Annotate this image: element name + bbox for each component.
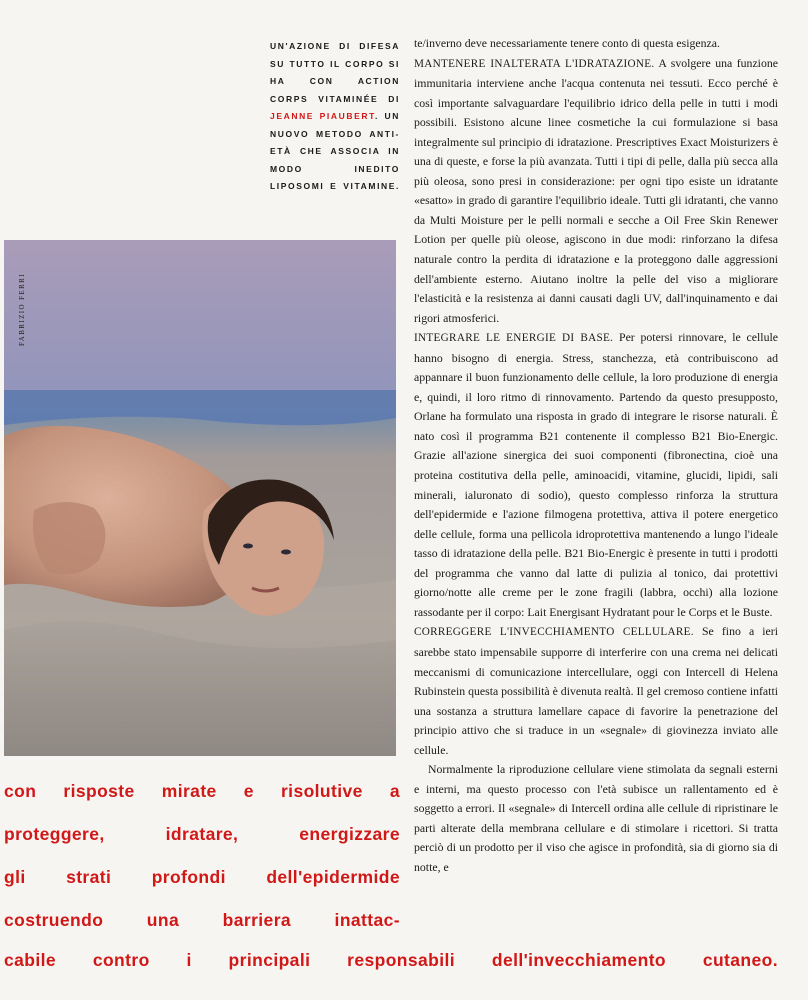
pull-quote	[4, 776, 400, 948]
intro-text-end: . UN NUOVO METODO ANTI-ETÀ CHE ASSOCIA IN MODO INEDITO LIPOSOMI E VITAMINE.	[270, 111, 400, 191]
pull-quote-line: gli strati profondi dell'epidermide	[4, 867, 400, 887]
paragraph-3-text: Per potersi rinnovare, le cellule hanno bisogno di energia. Stress, stanchezza, età contribuiscono ad appannare il buon funzionamento delle cellule, la loro produzione di energia e, quindi, il loro ritmo di rinnovamento. Partendo da questo presupposto, Orlane ha formulato una risposta in grado di integrare le risorse naturali. È nato così il programma B21 contenente il complesso B21 Bio-Energic. Grazie all'azione sinergica dei suoi componenti (fibronectina, cioè una proteina costitutiva della pelle, aminoacidi, vitamine, glucidi, lipidi, sali minerali, ialuronato di sodio), questo complesso rinforza la struttura dell'epidermide e l'azione filmogena protettiva, attiva il potere energetico delle cellule, forma una pellicola idroprotettiva mantenendo a lungo l'ideale tasso di idratazione della pelle. B21 Bio-Energic è presente in tutti i prodotti del programma che vanno dal latte di pulizia al tonico, dai protettivi giorno/notte alle creme per le zone fragili (labbra, occhi) alla lozione rassodante per il corpo: Lait Energisant Hydratant pour le Corps et le Buste.	[414, 330, 778, 619]
photo-credit: FABRIZIO FERRI	[18, 273, 26, 346]
pull-quote-line: con risposte mirate e risolutive a	[4, 781, 400, 801]
paragraph-2	[414, 54, 778, 329]
paragraph-1: te/inverno deve necessariamente tenere conto di questa esigenza.	[414, 36, 720, 50]
woman-on-sand-photo	[4, 240, 396, 756]
photo	[4, 240, 396, 756]
pull-quote-line: costruendo una barriera inattac-	[4, 910, 400, 930]
intro-text: UN'AZIONE DI DIFESA SU TUTTO IL CORPO SI HA CON ACTION CORPS VITAMINÉE DI	[270, 41, 400, 104]
paragraph-3	[414, 328, 778, 622]
section-heading-energy: INTEGRARE LE ENERGIE DI BASE.	[414, 332, 614, 345]
pull-quote-line: proteggere, idratare, energizzare	[4, 824, 400, 844]
paragraph-5: Normalmente la riproduzione cellulare viene stimolata da segnali esterni e interni, ma questo processo con l'età subisce un rallentamento ed è soggetto a errori. Il «segnale» di Intercell ordina alle cellule di ripristinare le parti alterate della membrana cellulare e di stimolare i ricettori. Si tratta perciò di un prodotto per il viso che agisce in profondità, sia di giorno sia di notte, e	[414, 762, 778, 874]
section-heading-hydration: MANTENERE INALTERATA L'IDRATAZIONE.	[414, 57, 655, 70]
intro-brand: JEANNE PIAUBERT	[270, 111, 375, 121]
paragraph-4-text: Se fino a ieri sarebbe stato impensabile supporre di interferire con una crema nei delicati meccanismi di comunicazione intercellulare, oggi con Intercell di Helena Rubinstein questa possibilità è divenuta realtà. Il gel cremoso contiene infatti una sostanza a struttura lamellare capace di favorire la penetrazione del principio attivo che si traduce in un «segnale» di giovinezza inviato alle cellule.	[414, 624, 779, 757]
paragraph-2-text: A svolgere una funzione immunitaria interviene anche l'acqua contenuta nei tessuti. Ecco perché è così importante salvaguardare l'equilibrio idrico della pelle in tutti i modi possibili. Esistono alcune linee cosmetiche la cui formulazione si basa integralmente sul principio di idratazione. Prescriptives Exact Moisturizers è una di queste, e forse la più avanzata. Tutti i tipi di pelle, dalla più secca alla più oleosa, sono presi in considerazione: per ogni tipo esiste un idratante «esatto» in grado di garantire l'equilibrio ideale. Tutti gli idratanti, che vanno da Multi Moisture per le pelli normali e secche a Oil Free Skin Renewer Lotion per quelle più oleose, agiscono in due modi: rinforzano la difesa naturale contro la perdita di idratazione e la proteggono dalle aggressioni dell'ambiente esterno. Aiutano inoltre la pelle del viso a migliorare l'elasticità e la resistenza ai danni causati dagli UV, dall'inquinamento e dai rigori atmosferici.	[414, 55, 778, 325]
pull-quote-last-line: cabile contro i principali responsabili dell'invecchiamento cutaneo.	[4, 950, 778, 970]
section-heading-aging: CORREGGERE L'INVECCHIAMENTO CELLULARE.	[414, 626, 694, 639]
paragraph-4	[414, 622, 778, 760]
article-column	[414, 34, 778, 878]
intro-blurb	[270, 38, 400, 196]
